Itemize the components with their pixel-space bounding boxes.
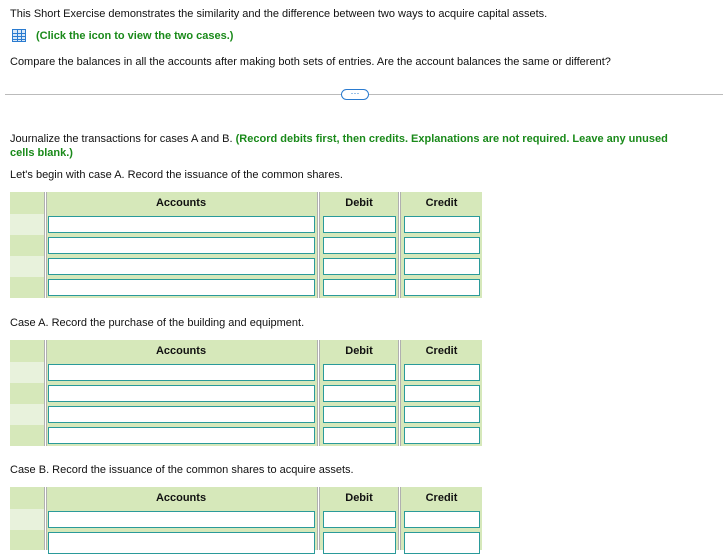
instructions-line1 [10,133,668,145]
header-credit: Credit [425,197,458,209]
credit-input[interactable] [404,258,480,275]
row-marker [10,425,44,446]
header-blank [10,487,44,509]
intro-text: This Short Exercise demonstrates the similarity and the difference between two ways to acquire capital assets. [10,8,548,20]
row-marker [10,214,44,235]
account-input[interactable] [48,364,315,381]
table-row [10,277,482,298]
debit-input[interactable] [323,511,396,528]
header-debit: Debit [345,492,373,504]
header-blank [10,192,44,214]
table-header [10,192,482,214]
header-credit: Credit [425,345,458,357]
account-input[interactable] [48,406,315,423]
table-row [10,362,482,383]
debit-input[interactable] [323,237,396,254]
header-accounts: Accounts [155,345,207,357]
credit-input[interactable] [404,216,480,233]
account-input[interactable] [48,216,315,233]
credit-input[interactable] [404,385,480,402]
header-credit: Credit [425,492,458,504]
debit-input[interactable] [323,279,396,296]
table-row [10,509,482,530]
credit-input[interactable] [404,427,480,444]
row-marker [10,509,44,530]
table-row [10,530,482,550]
account-input[interactable] [48,427,315,444]
credit-input[interactable] [404,279,480,296]
journal-table-1 [10,192,482,298]
header-debit: Debit [345,197,373,209]
debit-input[interactable] [323,385,396,402]
section-caption-3: Case B. Record the issuance of the common shares to acquire assets. [10,464,354,476]
credit-input[interactable] [404,511,480,528]
header-accounts: Accounts [155,197,207,209]
view-cases-link[interactable]: (Click the icon to view the two cases.) [36,30,234,42]
header-debit: Debit [345,345,373,357]
instructions-green-1: (Record debits first, then credits. Explanations are not required. Leave any unused [235,133,668,145]
table-icon[interactable] [12,29,26,42]
more-options-button[interactable]: ⋯ [341,89,369,100]
credit-input[interactable] [404,406,480,423]
journal-table-2 [10,340,482,446]
row-marker [10,235,44,256]
section-caption-2: Case A. Record the purchase of the building and equipment. [10,317,305,329]
debit-input[interactable] [323,364,396,381]
table-row [10,214,482,235]
compare-question: Compare the balances in all the accounts after making both sets of entries. Are the account balances the same or different? [10,56,611,68]
credit-input[interactable] [404,237,480,254]
table-header [10,487,482,509]
credit-input[interactable] [404,364,480,381]
header-blank [10,340,44,362]
journal-table-3 [10,487,482,550]
instructions-prefix: Journalize the transactions for cases A and B. [10,133,233,145]
account-input[interactable] [48,279,315,296]
row-marker [10,256,44,277]
debit-input[interactable] [323,258,396,275]
row-marker [10,404,44,425]
account-input[interactable] [48,258,315,275]
instructions-green-2: cells blank.) [10,147,73,159]
row-marker [10,362,44,383]
table-row [10,404,482,425]
header-accounts: Accounts [155,492,207,504]
debit-input[interactable] [323,427,396,444]
table-header [10,340,482,362]
table-row [10,425,482,446]
row-marker [10,530,44,550]
debit-input[interactable] [323,216,396,233]
account-input[interactable] [48,237,315,254]
table-row [10,383,482,404]
account-input[interactable] [48,511,315,528]
table-row [10,256,482,277]
debit-input[interactable] [323,406,396,423]
row-marker [10,383,44,404]
section-caption-1: Let's begin with case A. Record the issuance of the common shares. [10,169,343,181]
table-row [10,235,482,256]
row-marker [10,277,44,298]
account-input[interactable] [48,385,315,402]
